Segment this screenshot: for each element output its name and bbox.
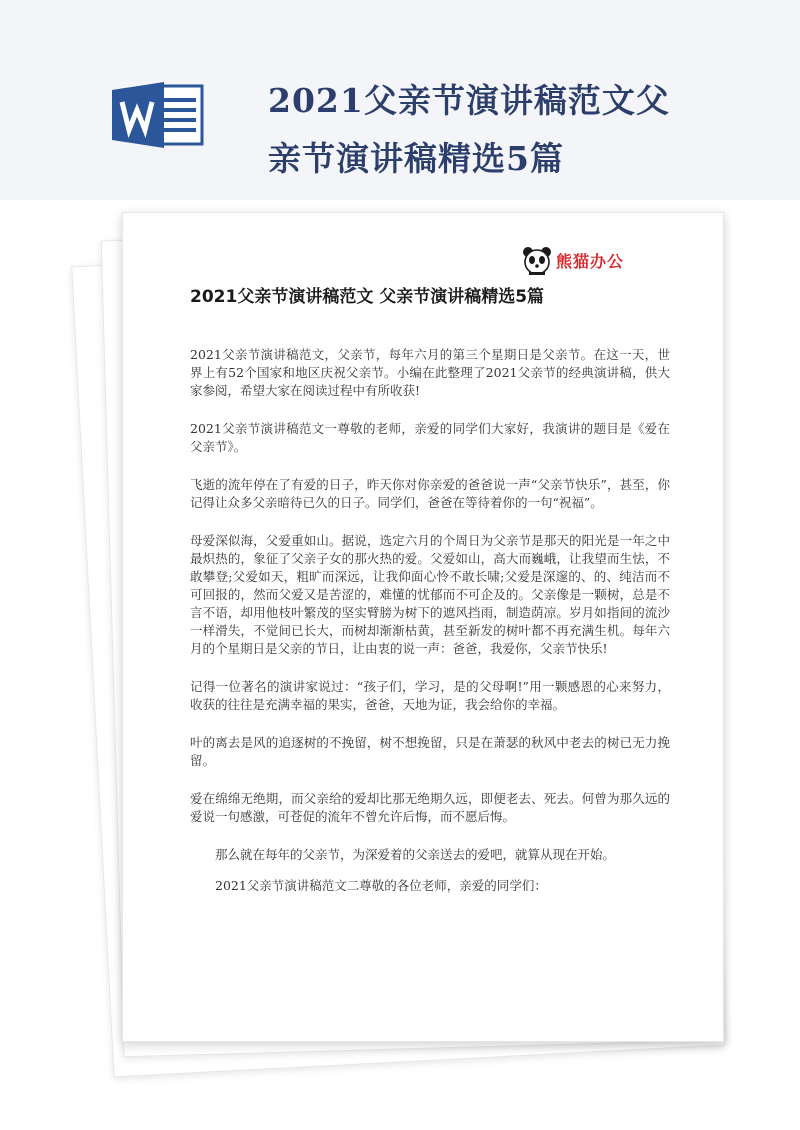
paragraph-remember-speaker: 记得一位著名的演讲家说过：“孩子们，学习，是的父母啊!”用一颗感恩的心来努力，收获的往往是充满幸福的果实，爸爸，天地为证，我会给你的幸福。 bbox=[190, 679, 670, 712]
page-title: 2021父亲节演讲稿范文父亲节演讲稿精选5篇 bbox=[268, 81, 670, 178]
paragraph-speech-two-opening: 2021父亲节演讲稿范文二尊敬的各位老师，亲爱的同学们： bbox=[215, 878, 547, 893]
paragraph-speech-one-opening: 2021父亲节演讲稿范文一尊敬的老师，亲爱的同学们大家好，我演讲的题目是《爱在父亲节》。 bbox=[190, 421, 670, 454]
document-body bbox=[190, 346, 670, 908]
paragraph-intro: 2021父亲节演讲稿范文，父亲节，每年六月的第三个星期日是父亲节。在这一天，世界上有52个国家和地区庆祝父亲节。小编在此整理了2021父亲节的经典演讲稿，供大家参阅，希望大家在阅读过程中有所收获! bbox=[190, 347, 670, 398]
panda-icon bbox=[522, 246, 552, 276]
paragraph-leaves: 叶的离去是风的追逐树的不挽留，树不想挽留，只是在萧瑟的秋风中老去的树已无力挽留。 bbox=[190, 735, 670, 768]
paragraph-fleeting-years: 飞逝的流年停在了有爱的日子，昨天你对你亲爱的爸爸说一声“父亲节快乐”，甚至，你记得让众多父亲暗待已久的日子。同学们，爸爸在等待着你的一句“祝福”。 bbox=[190, 477, 670, 510]
word-document-icon bbox=[110, 80, 206, 150]
brand-name: 熊猫办公 bbox=[556, 252, 625, 271]
paragraph-endless-love: 爱在绵绵无绝期，而父亲给的爱却比那无绝期久远，即便老去、死去。何曾为那久远的爱说一句感激，可苍促的流年不曾允许后悔，而不愿后悔。 bbox=[190, 791, 670, 824]
brand-logo bbox=[522, 246, 642, 276]
document-title: 2021父亲节演讲稿范文 父亲节演讲稿精选5篇 bbox=[190, 287, 545, 307]
paragraph-fathers-day-start: 那么就在每年的父亲节，为深爱着的父亲送去的爱吧，就算从现在开始。 bbox=[215, 847, 616, 862]
paragraph-fathers-love: 母爱深似海，父爱重如山。据说，选定六月的个周日为父亲节是那天的阳光是一年之中最炽热的，象征了父亲子女的那火热的爱。父爱如山，高大而巍峨，让我望而生怯，不敢攀登;父爱如天，粗旷而深远，让我仰面心怜不敢长啸;父爱是深邃的、的、纯洁而不可回报的，然而父爱又是苦涩的，难懂的忧郁而不可企及的。父亲像是一颗树，总是不言不语，却用他枝叶繁茂的坚实臂膀为树下的遮风挡雨，制造荫凉。岁月如指间的流沙一样滑失，不觉间已长大，而树却渐渐枯黄，甚至新发的树叶都不再充满生机。每年六月的个星期日是父亲的节日，让由衷的说一声：爸爸，我爱你，父亲节快乐! bbox=[190, 533, 670, 656]
